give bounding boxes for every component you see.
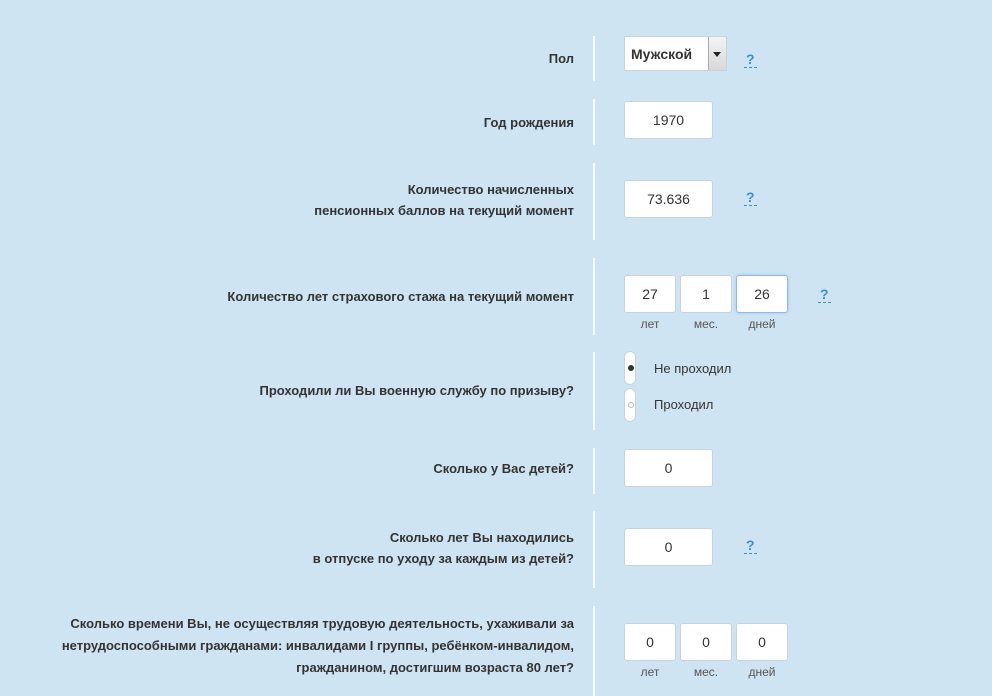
care-years-caption: лет bbox=[640, 665, 660, 679]
radio-selected-icon bbox=[628, 365, 634, 371]
chevron-down-icon[interactable] bbox=[708, 37, 726, 70]
leave-label-line2: в отпуске по уходу за каждым из детей? bbox=[312, 551, 574, 566]
experience-months-caption: мес. bbox=[693, 317, 719, 331]
experience-days-caption: дней bbox=[748, 317, 776, 331]
children-label: Сколько у Вас детей? bbox=[433, 461, 574, 476]
points-label bbox=[314, 179, 574, 221]
separator bbox=[593, 352, 595, 430]
radio-unselected-icon bbox=[628, 402, 634, 408]
care-label-line2: нетрудоспособными гражданами: инвалидами I группы, ребёнком-инвалидом, bbox=[61, 638, 574, 653]
children-input[interactable] bbox=[624, 449, 713, 487]
care-months-caption: мес. bbox=[693, 665, 719, 679]
gender-help-icon[interactable]: ? bbox=[746, 51, 755, 67]
leave-label bbox=[313, 527, 574, 569]
radio-served-label[interactable]: Проходил bbox=[654, 397, 714, 412]
points-help-icon[interactable]: ? bbox=[746, 189, 755, 205]
leave-label-line1: Сколько лет Вы находились bbox=[389, 530, 574, 545]
separator bbox=[593, 511, 595, 588]
gender-label: Пол bbox=[548, 51, 574, 66]
birth-year-input[interactable] bbox=[624, 101, 713, 139]
separator bbox=[593, 258, 595, 335]
care-label-line1: Сколько времени Вы, не осуществляя трудовую деятельность, ухаживали за bbox=[70, 616, 574, 631]
care-label bbox=[62, 613, 574, 679]
separator bbox=[593, 448, 595, 494]
separator bbox=[593, 99, 595, 145]
radio-served[interactable] bbox=[624, 388, 636, 422]
experience-years-input[interactable] bbox=[624, 275, 676, 313]
leave-help-icon[interactable]: ? bbox=[746, 537, 755, 553]
care-label-line3: гражданином, достигшим возраста 80 лет? bbox=[296, 660, 574, 675]
care-years-input[interactable] bbox=[624, 623, 676, 661]
gender-select[interactable] bbox=[624, 36, 727, 71]
points-label-line1: Количество начисленных bbox=[407, 182, 574, 197]
care-days-input[interactable] bbox=[736, 623, 788, 661]
separator bbox=[593, 36, 595, 81]
separator bbox=[593, 163, 595, 240]
points-label-line2: пенсионных баллов на текущий момент bbox=[314, 203, 574, 218]
radio-not-served-label[interactable]: Не проходил bbox=[654, 361, 732, 376]
radio-not-served[interactable] bbox=[624, 351, 636, 385]
care-days-caption: дней bbox=[748, 665, 776, 679]
experience-help-icon[interactable]: ? bbox=[820, 286, 829, 302]
experience-months-input[interactable] bbox=[680, 275, 732, 313]
experience-years-caption: лет bbox=[640, 317, 660, 331]
experience-label: Количество лет страхового стажа на текущий момент bbox=[227, 289, 574, 304]
care-months-input[interactable] bbox=[680, 623, 732, 661]
separator bbox=[593, 606, 595, 696]
birth-year-label: Год рождения bbox=[483, 115, 574, 130]
gender-select-value: Мужской bbox=[631, 46, 693, 62]
leave-input[interactable] bbox=[624, 528, 713, 566]
points-input[interactable] bbox=[624, 180, 713, 218]
military-label: Проходили ли Вы военную службу по призыву? bbox=[259, 383, 574, 398]
experience-days-input[interactable] bbox=[736, 275, 788, 313]
